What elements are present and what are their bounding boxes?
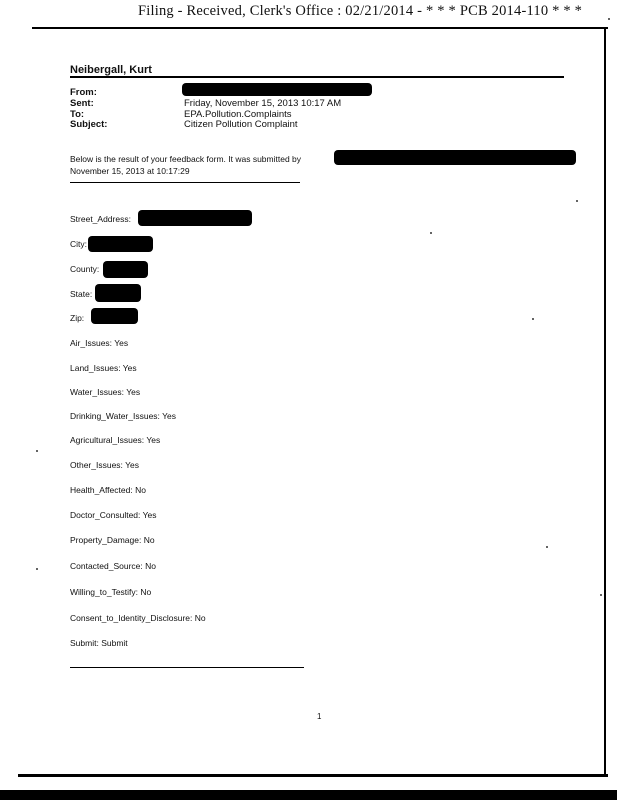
field-land-issues (70, 363, 137, 373)
top-border-line (32, 27, 608, 29)
field-value: Yes (146, 435, 161, 445)
field-value: Yes (162, 411, 177, 421)
field-drinking-water-issues (70, 411, 176, 421)
field-contacted-source (70, 561, 156, 571)
field-agricultural-issues (70, 435, 160, 445)
field-label: Water_Issues: (70, 387, 125, 397)
intro-line-1: Below is the result of your feedback form. It was submitted by (70, 154, 302, 164)
redaction-submitter (334, 150, 576, 165)
filing-stamp: Filing - Received, Clerk's Office : 02/21/2014 - * * * PCB 2014-110 * * * (138, 3, 583, 19)
field-health-affected (70, 485, 146, 495)
field-label: State: (70, 289, 93, 299)
field-value: Yes (126, 387, 141, 397)
field-water-issues (70, 387, 140, 397)
field-value: No (135, 485, 146, 495)
field-label: County: (70, 264, 100, 274)
from-label: From: (70, 87, 97, 98)
redaction-county (103, 261, 148, 278)
to-value: EPA.Pollution.Complaints (184, 109, 292, 120)
field-value: No (143, 535, 155, 545)
field-zip (70, 313, 84, 323)
redaction-city (88, 236, 153, 252)
subject-label: Subject: (70, 119, 108, 130)
field-label: Contacted_Source: (70, 561, 143, 571)
field-county (70, 264, 99, 274)
field-willing-to-testify (70, 587, 151, 597)
field-submit (70, 638, 128, 648)
redaction-from (182, 83, 372, 96)
scan-speck (546, 546, 548, 548)
form-end-rule (70, 667, 304, 668)
bottom-scan-line (18, 774, 608, 777)
subject-value: Citizen Pollution Complaint (184, 119, 298, 130)
field-value: Yes (114, 338, 129, 348)
field-label: Doctor_Consulted: (70, 510, 141, 520)
sender-name: Neibergall, Kurt (70, 64, 152, 76)
scan-speck (430, 232, 432, 234)
field-other-issues (70, 460, 139, 470)
field-state (70, 289, 92, 299)
field-label: Zip: (70, 313, 85, 323)
field-doctor-consulted (70, 510, 157, 520)
redaction-street-address (138, 210, 252, 226)
scan-speck (608, 18, 610, 20)
field-consent-identity-disclosure (70, 613, 206, 623)
field-label: Willing_to_Testify: (70, 587, 139, 597)
field-label: Land_Issues: (70, 363, 121, 373)
field-label: Drinking_Water_Issues: (70, 411, 160, 421)
field-street-address (70, 214, 131, 224)
scan-speck (36, 450, 38, 452)
field-value: Yes (125, 460, 140, 470)
bottom-scan-bar (0, 790, 617, 800)
field-label: Air_Issues: (70, 338, 113, 348)
field-property-damage (70, 535, 155, 545)
scan-speck (532, 318, 534, 320)
field-label: Street_Address: (70, 214, 131, 224)
field-value: No (194, 613, 206, 623)
field-label: Other_Issues: (70, 460, 123, 470)
to-label: To: (70, 109, 85, 120)
intro-line-2: November 15, 2013 at 10:17:29 (70, 166, 190, 176)
field-air-issues (70, 338, 128, 348)
field-value: Yes (142, 510, 157, 520)
sent-label: Sent: (70, 98, 94, 109)
field-label: Health_Affected: (70, 485, 133, 495)
page-number: 1 (317, 712, 322, 721)
field-value: No (145, 561, 157, 571)
field-label: Consent_to_Identity_Disclosure: (70, 613, 193, 623)
field-label: Agricultural_Issues: (70, 435, 145, 445)
field-city (70, 239, 87, 249)
field-label: City: (70, 239, 87, 249)
field-value: Yes (122, 363, 137, 373)
intro-rule (70, 182, 300, 183)
redaction-zip (91, 308, 138, 324)
field-value: Submit (101, 638, 128, 648)
scan-speck (36, 568, 38, 570)
scan-speck (576, 200, 578, 202)
field-label: Property_Damage: (70, 535, 142, 545)
redaction-state (95, 284, 141, 302)
field-label: Submit: (70, 638, 99, 648)
field-value: No (140, 587, 152, 597)
header-rule (70, 76, 564, 78)
scan-speck (600, 594, 602, 596)
sent-value: Friday, November 15, 2013 10:17 AM (184, 98, 342, 109)
right-scan-edge (604, 28, 606, 776)
